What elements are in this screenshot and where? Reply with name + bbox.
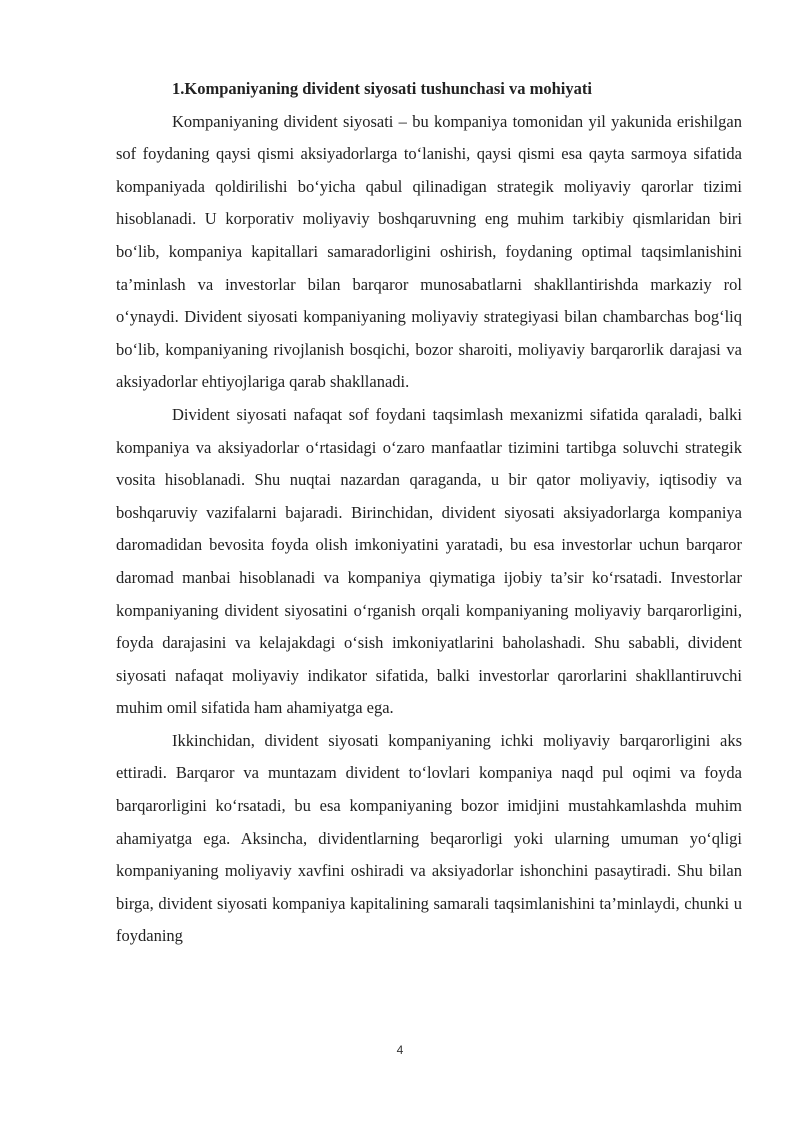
paragraph-2: Divident siyosati nafaqat sof foydani taqsimlash mexanizmi sifatida qaraladi, balki kompaniya va aksiyadorlar o‘rtasidagi o‘zaro manfaatlar tizimini tartibga soluvchi strategik vosita hisoblanadi. Shu nuqtai nazardan qaraganda, u bir qator moliyaviy, iqtisodiy va boshqaruviy vazifalarni bajaradi. Birinchidan, divident siyosati aksiyadorlarga kompaniya daromadidan bevosita foyda olish imkoniyatini yaratadi, bu esa investorlar uchun barqaror daromad manbai hisoblanadi va kompaniya qiymatiga ijobiy ta’sir ko‘rsatadi. Investorlar kompaniyaning divident siyosatini o‘rganish orqali kompaniyaning moliyaviy barqarorligini, foyda darajasini va kelajakdagi o‘sish imkoniyatlarini baholashadi. Shu sababli, divident siyosati nafaqat moliyaviy indikator sifatida, balki investorlar qarorlarini shakllantiruvchi muhim omil sifatida ham ahamiyatga ega.	[116, 404, 742, 718]
paragraph-3: Ikkinchidan, divident siyosati kompaniyaning ichki moliyaviy barqarorligini aks ettiradi. Barqaror va muntazam divident to‘lovlari kompaniya naqd pul oqimi va foyda barqarorligini ko‘rsatadi, bu esa kompaniyaning bozor imidjini mustahkamlashda muhim ahamiyatga ega. Aksincha, dividentlarning beqarorligi yoki ularning umuman yo‘qligi kompaniyaning moliyaviy xavfini oshiradi va aksiyadorlar ishonchini pasaytiradi. Shu bilan birga, divident siyosati kompaniya kapitalining samarali taqsimlanishini ta’minlaydi, chunki u foydaning	[116, 730, 742, 946]
page-body	[116, 73, 742, 953]
paragraph-1: Kompaniyaning divident siyosati – bu kompaniya tomonidan yil yakunida erishilgan sof foydaning qaysi qismi aksiyadorlarga to‘lanishi, qaysi qismi esa qayta sarmoya sifatida kompaniyada qoldirilishi bo‘yicha qabul qilinadigan strategik moliyaviy qarorlar tizimi hisoblanadi. U korporativ moliyaviy boshqaruvning eng muhim tarkibiy qismlaridan biri bo‘lib, kompaniya kapitallari samaradorligini oshirish, foydaning optimal taqsimlanishini ta’minlash va investorlar bilan barqaror munosabatlarni shakllantirishda markaziy rol o‘ynaydi. Divident siyosati kompaniyaning moliyaviy strategiyasi bilan chambarchas bog‘liq bo‘lib, kompaniyaning rivojlanish bosqichi, bozor sharoiti, moliyaviy barqarorlik darajasi va aksiyadorlar ehtiyojlariga qarab shakllanadi.	[116, 111, 742, 392]
section-heading: 1.Kompaniyaning divident siyosati tushunchasi va mohiyati	[172, 79, 592, 98]
page-number: 4	[396, 1043, 404, 1057]
